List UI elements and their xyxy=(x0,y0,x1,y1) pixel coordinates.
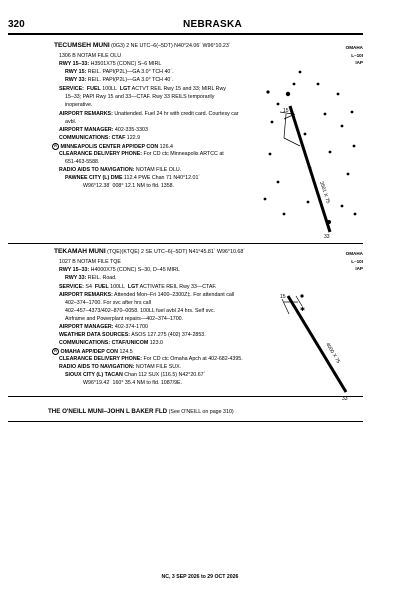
service-label: SERVICE: xyxy=(59,86,84,92)
clearance-label: CLEARANCE DELIVERY PHONE: xyxy=(59,151,142,157)
rwy15-number: 15 xyxy=(280,294,286,300)
app-label: OMAHA APP/DEP CON xyxy=(60,348,118,355)
rwy-dimensions: 4000 X 75 xyxy=(324,341,342,365)
chart-iap: IAP xyxy=(355,266,363,271)
service-label: SERVICE: xyxy=(59,284,84,290)
weather-info: ASOS 127.275 (402) 374-2853. xyxy=(130,332,206,338)
vor-line1: 112.4 PWE Chan 71 N40°12.01´ xyxy=(122,175,201,181)
r-symbol-icon: R xyxy=(52,348,59,355)
airport-ident: (0G3) xyxy=(111,43,125,49)
section-divider-2 xyxy=(8,396,363,397)
navaids-label: RADIO AIDS TO NAVIGATION: xyxy=(59,167,135,173)
rwy33-label: RWY 33: xyxy=(65,77,87,83)
runway-15-33 xyxy=(288,296,346,392)
rwy33-number: 33 xyxy=(324,234,330,239)
airport-name: TECUMSEH MUNI xyxy=(54,42,110,49)
tecumseh-airport-diagram xyxy=(250,64,365,239)
elev-notam: 1306 B NOTAM FILE OLU xyxy=(59,53,122,59)
remarks-label: AIRPORT REMARKS: xyxy=(59,292,113,298)
elev-notam: 1027 B NOTAM FILE TQE xyxy=(59,259,121,265)
navaids-notam: NOTAM FILE OLU. xyxy=(134,167,182,173)
chart-name: OMAHA xyxy=(345,45,363,50)
manager-phone: 402-374-1700 xyxy=(113,324,148,330)
rwy15-info: REIL. PAPI(P2L)—GA 3.0° TCH 40´. xyxy=(86,69,174,75)
fuel-label: FUEL xyxy=(94,284,109,290)
fuel-info: 100LL xyxy=(100,86,117,92)
cross-reference: (See O'NEILL on page 310) xyxy=(168,409,234,415)
vor-label: PAWNEE CITY (L) DME xyxy=(65,175,123,181)
remarks-line1: Unattended. Fuel 24 hr with credit card. Courtesy car xyxy=(112,111,239,117)
rwy-dimensions: 3501 X 75 xyxy=(318,180,331,205)
rwy15-number: 15 xyxy=(283,108,289,114)
fuel-info: 100LL xyxy=(108,284,125,290)
airport-name: TEKAMAH MUNI xyxy=(54,248,106,255)
navaids-notam: NOTAM FILE SUX. xyxy=(134,364,182,370)
footer-effective-dates: NC, 3 SEP 2026 to 29 OCT 2026 xyxy=(161,574,239,580)
manager-phone: 402-335-3303 xyxy=(113,127,148,133)
rwy15-label: RWY 15: xyxy=(65,69,87,75)
clearance-line1: For CD ctc Minneapolis ARTCC at xyxy=(142,151,224,157)
rwy33-info: REIL. Road. xyxy=(86,275,117,281)
rwy33-label: RWY 33: xyxy=(65,275,87,281)
remarks-line1: Attended Mon–Fri 1400–2300Z‡. For attendant call xyxy=(112,292,235,298)
page-number: 320 xyxy=(8,19,25,30)
header-rule xyxy=(8,33,363,35)
lgt-info: ACTVT REIL Rwy 15 and 33; MIRL Rwy xyxy=(130,86,226,92)
airport-name: THE O'NEILL MUNI–JOHN L BAKER FLD xyxy=(48,408,168,415)
app-freq: 124.5 xyxy=(117,348,133,355)
service-line2: 15–33; PAPI Rwy 15 and 33—CTAF. Rwy 33 REILS temporarily xyxy=(65,94,215,100)
clearance-line1: For CD ctc Omaha Apch at 402-682-4395. xyxy=(142,356,243,362)
vor-line1: Chan 112 SUX (116.5) N42°20.67´ xyxy=(122,372,206,378)
remarks-line3: 402–457–4373/402–870–0058. 100LL fuel avbl 24 hrs. Self svc. xyxy=(65,308,216,314)
ctaf-label: CTAF xyxy=(110,135,126,141)
obstacle-dots xyxy=(264,71,357,216)
manager-label: AIRPORT MANAGER: xyxy=(59,324,114,330)
remarks-line2: 402–374–1700. For svc after hrs call xyxy=(65,300,151,306)
tekamah-airport-diagram xyxy=(262,266,362,406)
chart-low: L–10I xyxy=(351,259,363,264)
service-s: S4 xyxy=(83,284,92,290)
comms-label: COMMUNICATIONS: xyxy=(59,340,111,346)
remarks-line2: avbl. xyxy=(65,119,77,125)
app-freq: 126.4 xyxy=(158,143,173,150)
manager-label: AIRPORT MANAGER: xyxy=(59,127,114,133)
fuel-label: FUEL xyxy=(86,86,101,92)
vor-line2: W96°12.38´ 008° 12.1 NM to fld. 1358. xyxy=(83,183,175,189)
lgt-info: ACTIVATE REIL Rwy 33—CTAF. xyxy=(138,284,217,290)
windsock-icon xyxy=(327,220,331,224)
windsock-icon: ✱ xyxy=(300,307,306,313)
rwy-info: H3501X75 (CONC) S–6 MIRL xyxy=(89,61,162,67)
remarks-line4: Airframe and Powerplant repairs—402–374–1700. xyxy=(65,316,184,322)
rwy33-number: 33 xyxy=(342,396,348,402)
r-symbol-icon: R xyxy=(52,143,59,150)
service-line3: inoperative. xyxy=(65,102,93,108)
beacon-icon xyxy=(286,92,290,96)
rwy-info: H4000X75 (CONC) S–30, D–45 MIRL xyxy=(89,267,180,273)
lgt-label: LGT xyxy=(127,284,139,290)
remarks-label: AIRPORT REMARKS: xyxy=(59,111,113,117)
section-divider-1 xyxy=(8,243,363,244)
section-divider-3 xyxy=(8,421,363,422)
clearance-line2: 651-463-5588. xyxy=(65,159,100,165)
airport-location: 2 SE UTC–6(–5DT) N41°45.81´ W96°10.68´ xyxy=(141,249,246,255)
lgt-label: LGT xyxy=(119,86,131,92)
chart-low: L–10I xyxy=(351,53,363,58)
rwy33-info: REIL. PAPI(P2L)—GA 3.0° TCH 40´. xyxy=(86,77,174,83)
comms-label: COMMUNICATIONS: xyxy=(59,135,111,141)
chart-iap: IAP xyxy=(355,60,363,65)
rwy-label: RWY 15–33: xyxy=(59,267,90,273)
rwy-label: RWY 15–33: xyxy=(59,61,90,67)
ctaf-freq: 122.9 xyxy=(125,135,141,141)
chart-name: OMAHA xyxy=(345,251,363,256)
ctaf-freq: 123.0 xyxy=(148,340,163,346)
clearance-label: CLEARANCE DELIVERY PHONE: xyxy=(59,356,142,362)
vor-label: SIOUX CITY (L) TACAN xyxy=(65,372,123,378)
ctaf-label: CTAF/UNICOM xyxy=(110,340,149,346)
navaids-label: RADIO AIDS TO NAVIGATION: xyxy=(59,364,135,370)
airport-ident: (TQE)(KTQE) xyxy=(107,249,140,255)
state-name: NEBRASKA xyxy=(183,19,243,30)
vor-line2: W96°19.42´ 160° 35.4 NM to fld. 1087/9E. xyxy=(83,380,183,386)
weather-label: WEATHER DATA SOURCES: xyxy=(59,332,131,338)
beacon-icon xyxy=(300,294,303,297)
app-label: MINNEAPOLIS CENTER APP/DEP CON xyxy=(60,143,159,150)
airport-location: 2 NE UTC–6(–5DT) N40°24.06´ W96°10.23´ xyxy=(126,43,231,49)
